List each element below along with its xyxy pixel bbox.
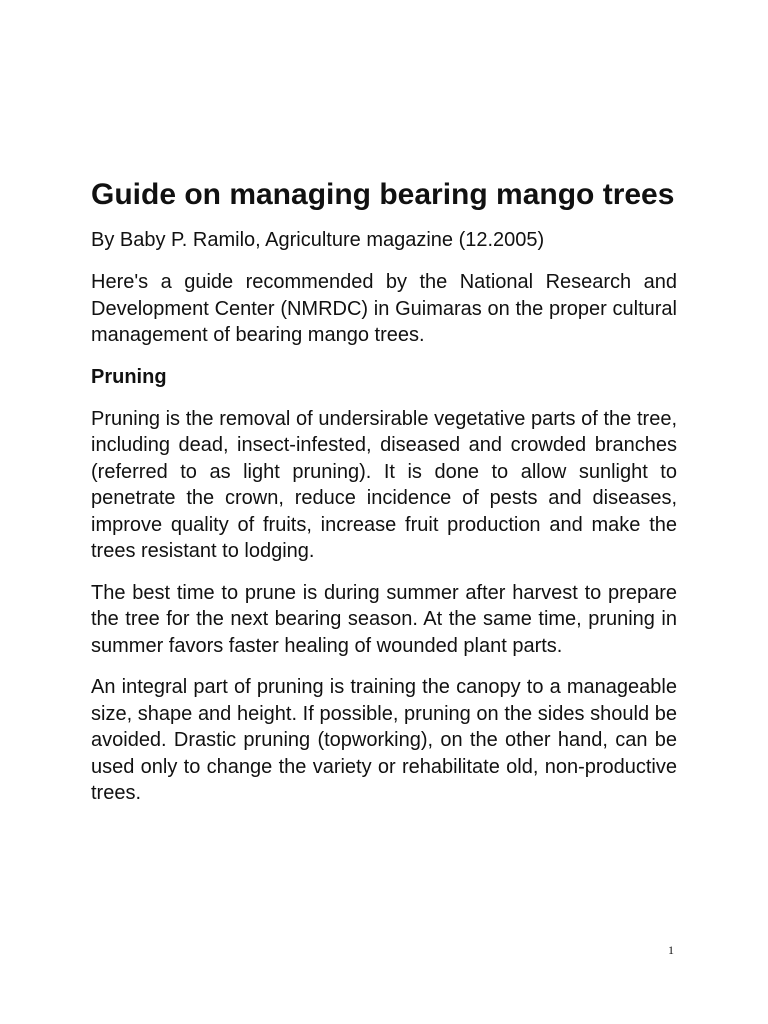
page-title: Guide on managing bearing mango trees bbox=[91, 178, 675, 211]
paragraph: The best time to prune is during summer after harvest to prepare the tree for the next bearing season. At the same time, pruning in summer favors faster healing of wounded plant parts. bbox=[91, 581, 677, 657]
paragraph: Pruning is the removal of undersirable vegetative parts of the tree, including dead, insect-infested, diseased and crowded branches (referred to as light pruning). It is done to allow sunlight to penetrate the crown, reduce incidence of pests and diseases, improve quality of fruits, increase fruit production and make the trees resistant to lodging. bbox=[91, 407, 677, 562]
byline: By Baby P. Ramilo, Agriculture magazine (12.2005) bbox=[91, 229, 545, 251]
section-heading-pruning: Pruning bbox=[91, 365, 167, 388]
page-number: 1 bbox=[668, 943, 674, 957]
paragraph: An integral part of pruning is training the canopy to a manageable size, shape and height. If possible, pruning on the sides should be avoided. Drastic pruning (topworking), on the other hand, can be used only to change the variety or rehabilitate old, non-productive trees. bbox=[91, 676, 677, 804]
intro-paragraph: Here's a guide recommended by the National Research and Development Center (NMRDC) in Guimaras on the proper cultural management of bearing mango trees. bbox=[91, 271, 677, 346]
document-body bbox=[91, 174, 677, 822]
